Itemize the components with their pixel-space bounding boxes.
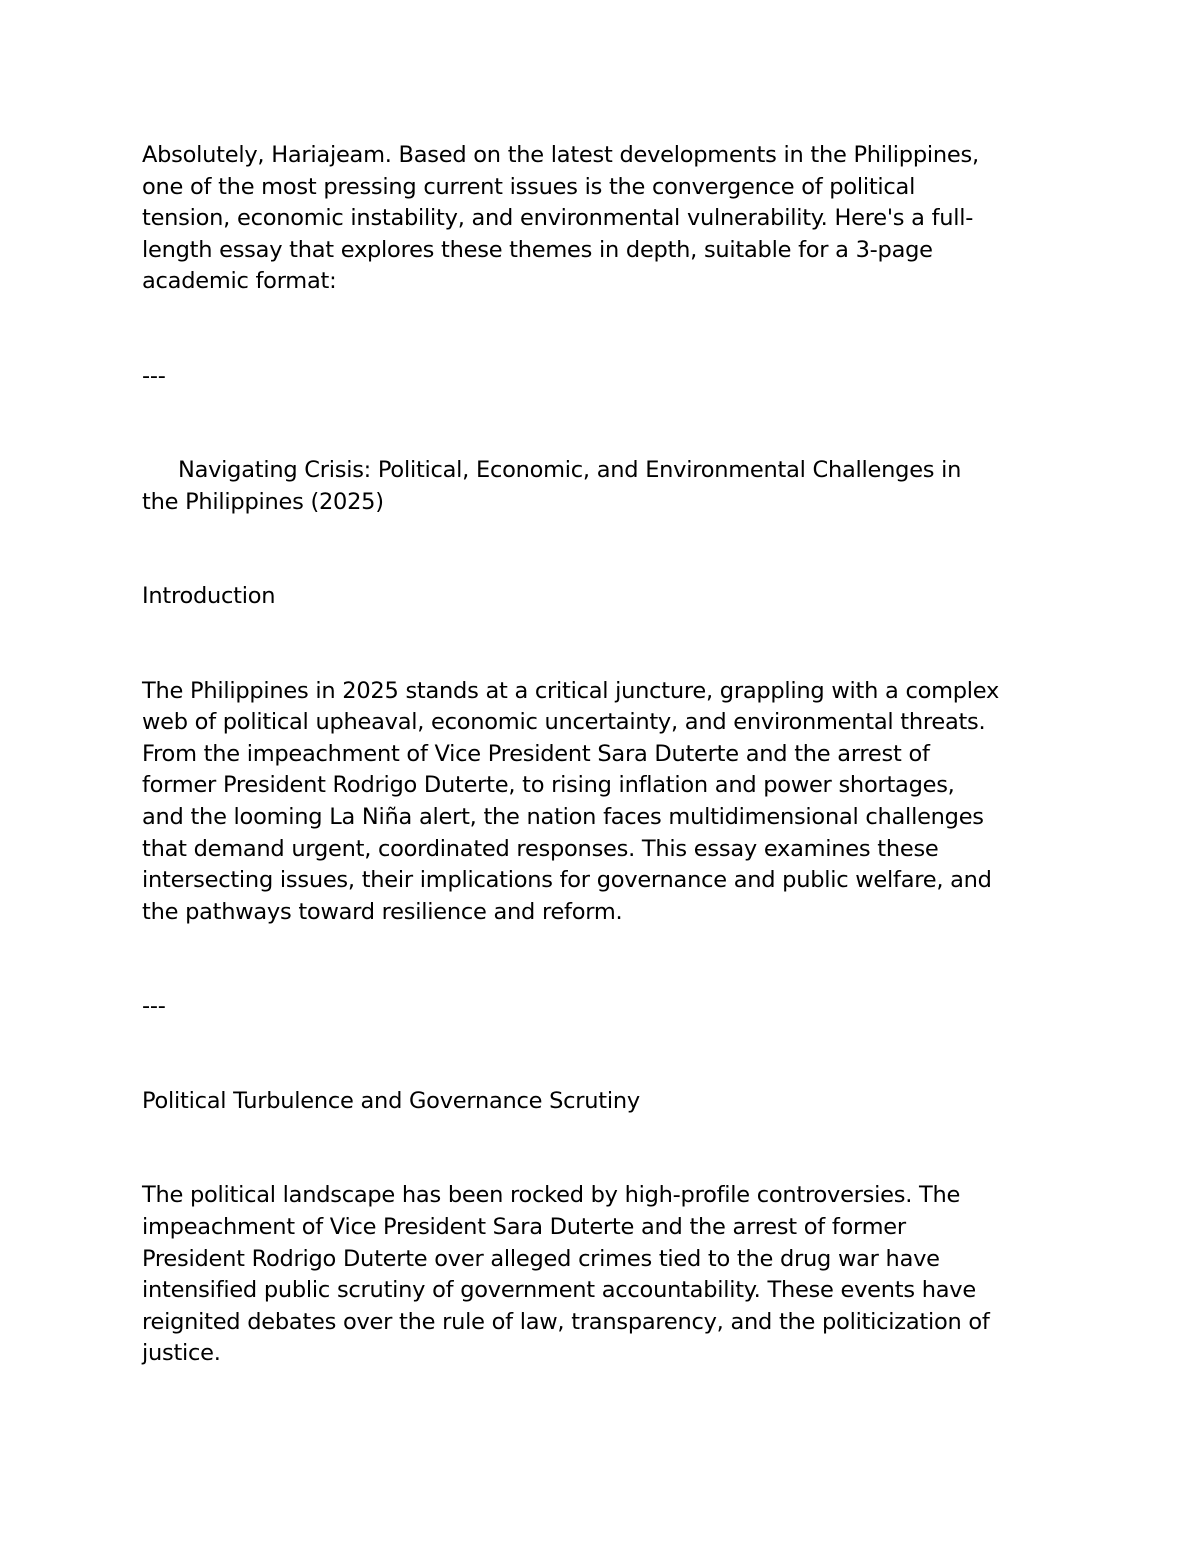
- introduction-line: intersecting issues, their implications for governance and public welfare, and: [142, 867, 992, 893]
- intro-line: length essay that explores these themes in depth, suitable for a 3-page: [142, 237, 933, 263]
- political-line: intensified public scrutiny of government accountability. These events have: [142, 1277, 976, 1303]
- separator: ---: [142, 363, 166, 389]
- intro-line: tension, economic instability, and environmental vulnerability. Here's a full-: [142, 205, 974, 231]
- introduction-line: the pathways toward resilience and reform.: [142, 899, 623, 925]
- political-line: impeachment of Vice President Sara Duterte and the arrest of former: [142, 1214, 906, 1240]
- political-line: The political landscape has been rocked by high-profile controversies. The: [142, 1182, 961, 1208]
- introduction-line: former President Rodrigo Duterte, to rising inflation and power shortages,: [142, 772, 955, 798]
- separator: ---: [142, 993, 166, 1019]
- political-line: President Rodrigo Duterte over alleged crimes tied to the drug war have: [142, 1246, 940, 1272]
- introduction-line: and the looming La Niña alert, the nation faces multidimensional challenges: [142, 804, 984, 830]
- introduction-line: web of political upheaval, economic uncertainty, and environmental threats.: [142, 709, 986, 735]
- introduction-line: From the impeachment of Vice President Sara Duterte and the arrest of: [142, 741, 930, 767]
- intro-line: academic format:: [142, 268, 337, 294]
- essay-title-line: the Philippines (2025): [142, 489, 384, 515]
- intro-line: Absolutely, Hariajeam. Based on the latest developments in the Philippines,: [142, 142, 979, 168]
- political-line: justice.: [142, 1340, 221, 1366]
- essay-title-line: Navigating Crisis: Political, Economic, and Environmental Challenges in: [178, 457, 962, 483]
- introduction-line: that demand urgent, coordinated responses. This essay examines these: [142, 836, 939, 862]
- section-heading-introduction: Introduction: [142, 583, 276, 609]
- section-heading-political: Political Turbulence and Governance Scrutiny: [142, 1088, 640, 1114]
- intro-line: one of the most pressing current issues is the convergence of political: [142, 174, 916, 200]
- introduction-line: The Philippines in 2025 stands at a critical juncture, grappling with a complex: [142, 678, 1000, 704]
- political-line: reignited debates over the rule of law, transparency, and the politicization of: [142, 1309, 990, 1335]
